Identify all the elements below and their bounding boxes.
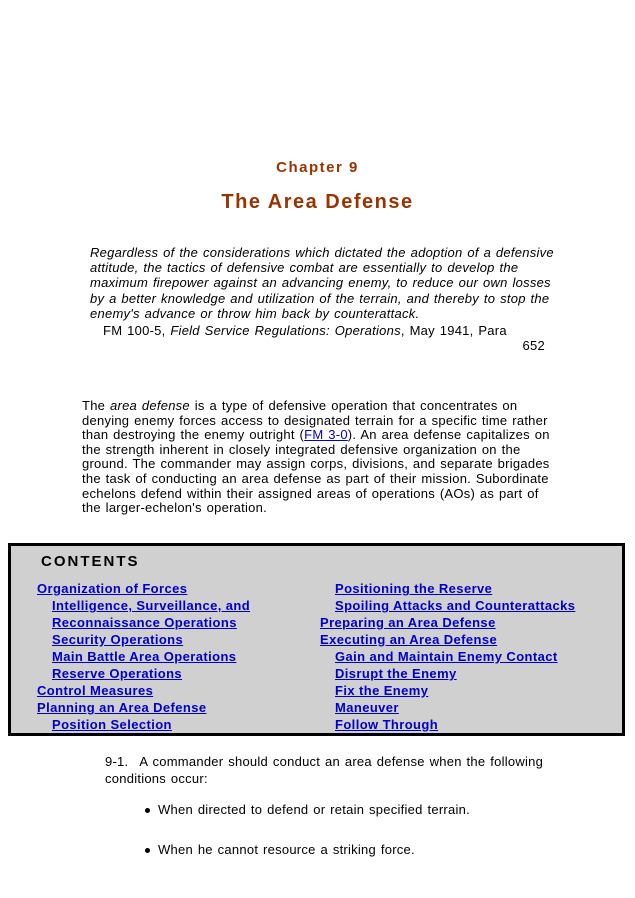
contents-link[interactable]: Control Measures xyxy=(37,683,154,698)
chapter-label: Chapter 9 xyxy=(276,159,359,176)
attribution-source-title: Field Service Regulations: Operations xyxy=(170,323,401,339)
intro-lead: The xyxy=(82,398,111,413)
contents-link[interactable]: Spoiling Attacks and Counterattacks xyxy=(335,598,576,613)
bullet-icon xyxy=(145,848,150,853)
contents-link[interactable]: Follow Through xyxy=(335,717,439,732)
quote-attribution xyxy=(90,323,555,353)
contents-link[interactable]: Maneuver xyxy=(335,700,399,715)
paragraph-9-1 xyxy=(105,754,577,787)
epigraph-quote-text: Regardless of the considerations which dictated the adoption of a defensive attitude, the tactics of defensive combat are essentially to develop the maximum firepower against an advancing enemy, to reduce our own losses by a better knowledge and utilization of the terrain, and thereby to stop the enemy's advance or throw him back by counterattack. xyxy=(90,245,554,321)
intro-text-after-link: ). An area defense capitalizes on the strength inherent in closely integrated defensive organization on the ground. The commander may assign corps, divisions, and separate brigades the task of conducting an area defense as part of their mission. Subordinate echelons defend within their assigned areas of operations (AOs) as part of the larger-echelon's operation. xyxy=(82,427,550,516)
contents-link[interactable]: Planning an Area Defense xyxy=(37,700,207,715)
attribution-paragraph-number: 652 xyxy=(522,338,545,354)
attribution-suffix: , May 1941, Para xyxy=(400,323,507,339)
contents-link[interactable]: Reserve Operations xyxy=(52,666,183,681)
condition-text: When directed to defend or retain specified terrain. xyxy=(158,802,470,817)
intro-text-before-link: is a type of defensive operation that concentrates on denying enemy forces access to designated terrain for a specific time rather than destroying the enemy outright ( xyxy=(82,398,548,443)
intro-italic-term: area defense xyxy=(110,398,190,413)
condition-item xyxy=(158,802,578,818)
condition-text: When he cannot resource a striking force. xyxy=(158,842,415,857)
contents-link[interactable]: Positioning the Reserve xyxy=(335,581,493,596)
fm-3-0-link[interactable]: FM 3-0 xyxy=(304,427,348,443)
intro-paragraph xyxy=(82,399,562,516)
contents-link[interactable]: Security Operations xyxy=(52,632,184,647)
contents-link[interactable]: Gain and Maintain Enemy Contact xyxy=(335,649,558,664)
paragraph-number: 9-1. xyxy=(105,754,129,769)
condition-item xyxy=(158,842,578,858)
epigraph-block xyxy=(90,245,555,353)
bullet-icon xyxy=(145,808,150,813)
attribution-prefix: FM 100-5, xyxy=(103,323,171,339)
contents-link[interactable]: Fix the Enemy xyxy=(335,683,429,698)
contents-left-column xyxy=(37,580,319,733)
page-title: The Area Defense xyxy=(221,191,414,213)
contents-link[interactable]: Intelligence, Surveillance, and Reconnaissance Operations xyxy=(52,598,251,630)
contents-link[interactable]: Executing an Area Defense xyxy=(320,632,498,647)
contents-box xyxy=(8,543,625,736)
contents-heading: CONTENTS xyxy=(41,553,140,570)
contents-link[interactable]: Main Battle Area Operations xyxy=(52,649,237,664)
contents-link[interactable]: Disrupt the Enemy xyxy=(335,666,457,681)
contents-link[interactable]: Position Selection xyxy=(52,717,172,732)
contents-right-column xyxy=(320,580,625,733)
conditions-list xyxy=(158,802,578,882)
contents-link[interactable]: Preparing an Area Defense xyxy=(320,615,496,630)
contents-link[interactable]: Organization of Forces xyxy=(37,581,188,596)
paragraph-text: A commander should conduct an area defense when the following conditions occur: xyxy=(105,754,544,786)
